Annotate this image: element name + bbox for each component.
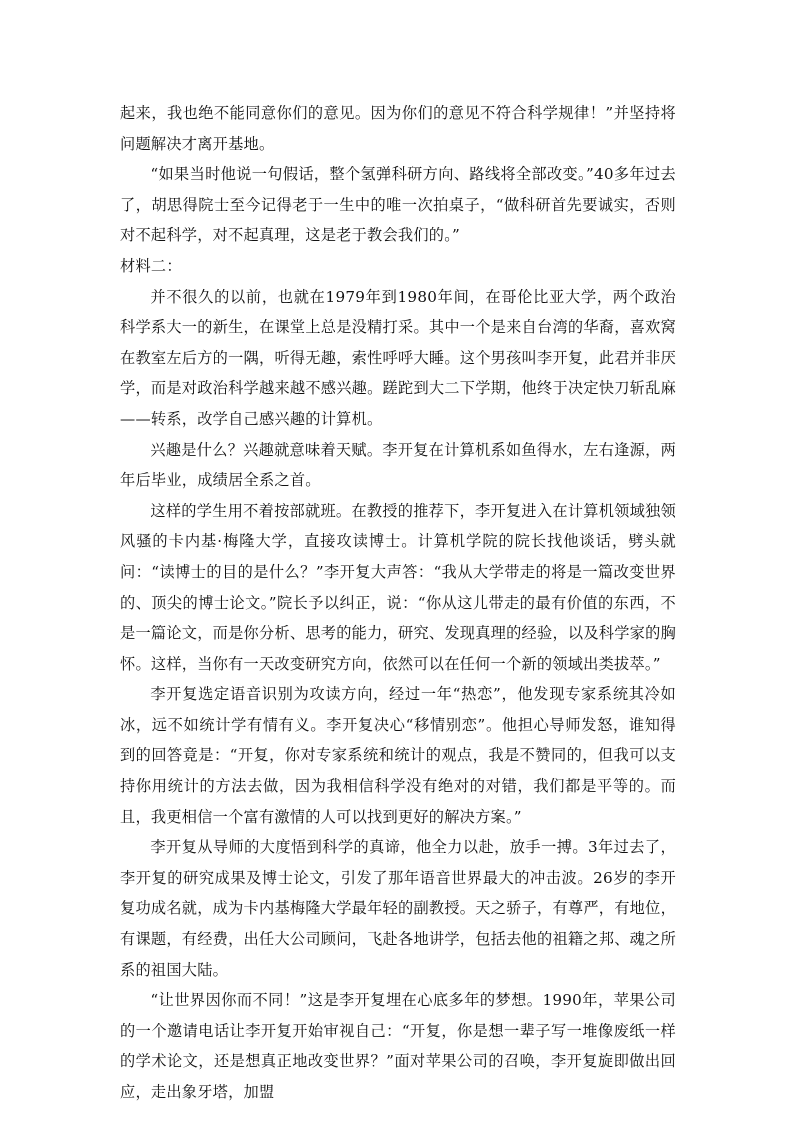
paragraph-speech-recognition: 李开复选定语音识别为攻读方向，经过一年“热恋”，他发现专家系统其冷如冰，远不如统计学有情有义。李开复决心“移情别恋”。他担心导师发怒，谁知得到的回答竟是：“开复，你对专家系统和统计的观点，我是不赞同的，但我可以支持你用统计的方法去做，因为我相信科学没有绝对的对错，我们都是平等的。而且，我更相信一个富有激情的人可以找到更好的解决方案。”: [120, 685, 676, 826]
paragraph-carnegie-mellon: 这样的学生用不着按部就班。在教授的推荐下，李开复进入在计算机领域独领风骚的卡内基·梅隆大学，直接攻读博士。计算机学院的院长找他谈话，劈头就问：“读博士的目的是什么？”李开复大声答：“我从大学带走的将是一篇改变世界的、顶尖的博士论文。”院长予以纠正，说：“你从这儿带走的最有价值的东西，不是一篇论文，而是你分析、思考的能力，研究、发现真理的经验，以及科学家的胸怀。这样，当你有一天改变研究方向，依然可以在任何一个新的领域出类拔萃。”: [120, 501, 676, 673]
paragraph-apple-invitation: “让世界因你而不同！”这是李开复埋在心底多年的梦想。1990年，苹果公司的一个邀请电话让李开复开始审视自己：“开复，你是想一辈子写一堆像废纸一样的学术论文，还是想真正地改变世界？”面对苹果公司的召唤，李开复旋即做出回应，走出象牙塔，加盟: [120, 991, 676, 1101]
document-body: [120, 98, 676, 1108]
paragraph-columbia-university: 并不很久的以前，也就在1979年到1980年间，在哥伦比亚大学，两个政治科学系大一的新生，在课堂上总是没精打采。其中一个是来自台湾的华裔，喜欢窝在教室左后方的一隅，听得无趣，索性呼呼大睡。这个男孩叫李开复，此君并非厌学，而是对政治科学越来越不感兴趣。蹉跎到大二下学期，他终于决定快刀斩乱麻——转系，改学自己感兴趣的计算机。: [120, 287, 676, 428]
paragraph-interest-talent: 兴趣是什么？兴趣就意味着天赋。李开复在计算机系如鱼得水，左右逢源，两年后毕业，成绩居全系之首。: [120, 440, 676, 490]
paragraph-hu-side-quote: “如果当时他说一句假话，整个氢弹科研方向、路线将全部改变。”40多年过去了，胡思得院士至今记得老于一生中的唯一次拍桌子，“做科研首先要诚实，否则对不起科学，对不起真理，这是老于教会我们的。”: [120, 165, 676, 245]
paragraph-research-success: 李开复从导师的大度悟到科学的真谛，他全力以赴，放手一搏。3年过去了，李开复的研究成果及博士论文，引发了那年语音世界最大的冲击波。26岁的李开复功成名就，成为卡内基梅隆大学最年轻的副教授。天之骄子，有尊严，有地位，有课题，有经费，出任大公司顾问，飞赴各地讲学，包括去他的祖籍之邦、魂之所系的祖国大陆。: [120, 838, 676, 979]
section-heading-material-two: 材料二：: [120, 256, 182, 275]
paragraph-continuation: 起来，我也绝不能同意你们的意见。因为你们的意见不符合科学规律！”并坚持将问题解决才离开基地。: [120, 104, 676, 153]
